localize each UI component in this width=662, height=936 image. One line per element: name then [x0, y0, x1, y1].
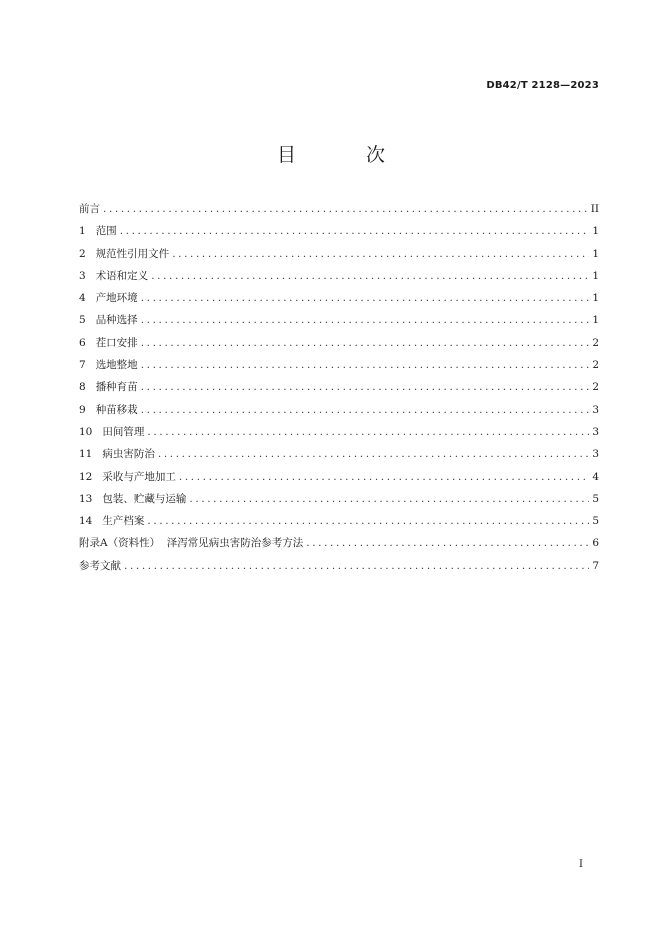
toc-entry-7[interactable] — [79, 357, 599, 379]
toc-entry-8[interactable] — [79, 379, 599, 401]
toc-entry-text: 前言 — [79, 203, 100, 215]
toc-entry-number: 12 — [79, 470, 93, 483]
toc-entry-page: 1 — [592, 314, 599, 327]
dot-leader — [189, 493, 589, 505]
toc-entry-number: 9 — [79, 403, 86, 416]
toc-entry-page: 1 — [592, 292, 599, 305]
dot-leader — [141, 314, 590, 326]
toc-entry-number: 6 — [79, 336, 86, 349]
toc-entry-text: 茬口安排 — [95, 336, 138, 349]
toc-entry-text: 包装、贮藏与运输 — [102, 492, 187, 505]
toc-entry-page: 5 — [592, 515, 599, 528]
toc-entry-page: 3 — [592, 448, 599, 461]
dot-leader — [147, 515, 589, 527]
toc-entry-9[interactable] — [79, 402, 599, 424]
dot-leader — [158, 448, 589, 460]
toc-entry-text: 田间管理 — [102, 425, 145, 438]
dot-leader — [179, 471, 589, 483]
toc-entry-12[interactable] — [79, 469, 599, 491]
toc-entry-text: 附录A（资料性） 泽泻常见病虫害防治参考方法 — [79, 537, 304, 550]
toc-entry-text: 播种育苗 — [95, 381, 138, 394]
toc-entry-text: 品种选择 — [95, 314, 138, 327]
toc-entry-text: 生产档案 — [102, 515, 145, 528]
toc-entry-page: 4 — [592, 470, 599, 483]
toc-entry-text: 术语和定义 — [95, 269, 149, 282]
dot-leader — [147, 426, 589, 438]
toc-entry-6[interactable] — [79, 335, 599, 357]
document-code: DB42/T 2128—2023 — [486, 80, 599, 91]
toc-entry-page: 3 — [592, 403, 599, 416]
toc-entry-text: 产地环境 — [95, 292, 138, 305]
dot-leader — [124, 560, 589, 572]
toc-entry-page: 2 — [592, 359, 599, 372]
dot-leader — [103, 203, 588, 215]
toc-entry-page: 7 — [592, 559, 599, 572]
toc-entry-page: 6 — [592, 537, 599, 550]
toc-entry-page: 2 — [592, 381, 599, 394]
toc-entry-11[interactable] — [79, 446, 599, 468]
toc-entry-number: 8 — [79, 381, 86, 394]
toc-entry-appendix-a[interactable] — [79, 535, 599, 557]
dot-leader — [141, 292, 590, 304]
toc-entry-number: 5 — [79, 314, 86, 327]
dot-leader — [141, 381, 590, 393]
toc-entry-13[interactable] — [79, 491, 599, 513]
toc-entry-text: 病虫害防治 — [102, 448, 155, 461]
toc-entry-number: 10 — [79, 425, 93, 438]
toc-entry-page: 3 — [592, 425, 599, 438]
toc-entry-text: 种苗移栽 — [95, 403, 138, 416]
toc-entry-page: 2 — [592, 336, 599, 349]
toc-entry-5[interactable] — [79, 312, 599, 334]
toc-entry-text: 参考文献 — [79, 559, 121, 572]
toc-entry-number: 11 — [79, 448, 93, 461]
dot-leader — [151, 270, 589, 282]
toc-entry-number: 7 — [79, 359, 86, 372]
toc-entry-number: 14 — [79, 515, 93, 528]
toc-entry-number: 13 — [79, 492, 93, 505]
toc-entry-foreword[interactable] — [79, 201, 599, 223]
toc-entry-2[interactable] — [79, 246, 599, 268]
table-of-contents — [79, 201, 599, 580]
toc-entry-page: 1 — [592, 247, 599, 260]
toc-entry-3[interactable] — [79, 268, 599, 290]
toc-entry-references[interactable] — [79, 558, 599, 580]
dot-leader — [141, 359, 590, 371]
toc-entry-number: 2 — [79, 247, 86, 260]
toc-entry-page: II — [590, 203, 599, 215]
toc-entry-number: 3 — [79, 269, 86, 282]
toc-entry-14[interactable] — [79, 513, 599, 535]
toc-entry-1[interactable] — [79, 223, 599, 245]
toc-entry-text: 规范性引用文件 — [95, 247, 170, 260]
dot-leader — [141, 404, 590, 416]
toc-entry-text: 范围 — [95, 225, 117, 238]
toc-entry-number: 1 — [79, 225, 86, 238]
toc-entry-4[interactable] — [79, 290, 599, 312]
dot-leader — [141, 337, 590, 349]
toc-entry-text: 选地整地 — [95, 359, 138, 372]
toc-entry-page: 1 — [592, 269, 599, 282]
toc-entry-10[interactable] — [79, 424, 599, 446]
page-number: I — [579, 859, 583, 870]
toc-entry-page: 5 — [592, 492, 599, 505]
page-title: 目 次 — [276, 144, 418, 166]
toc-entry-number: 4 — [79, 292, 86, 305]
toc-entry-page: 1 — [592, 225, 599, 238]
dot-leader — [306, 537, 589, 549]
dot-leader — [120, 225, 590, 237]
dot-leader — [172, 248, 589, 260]
toc-entry-text: 采收与产地加工 — [102, 470, 176, 483]
